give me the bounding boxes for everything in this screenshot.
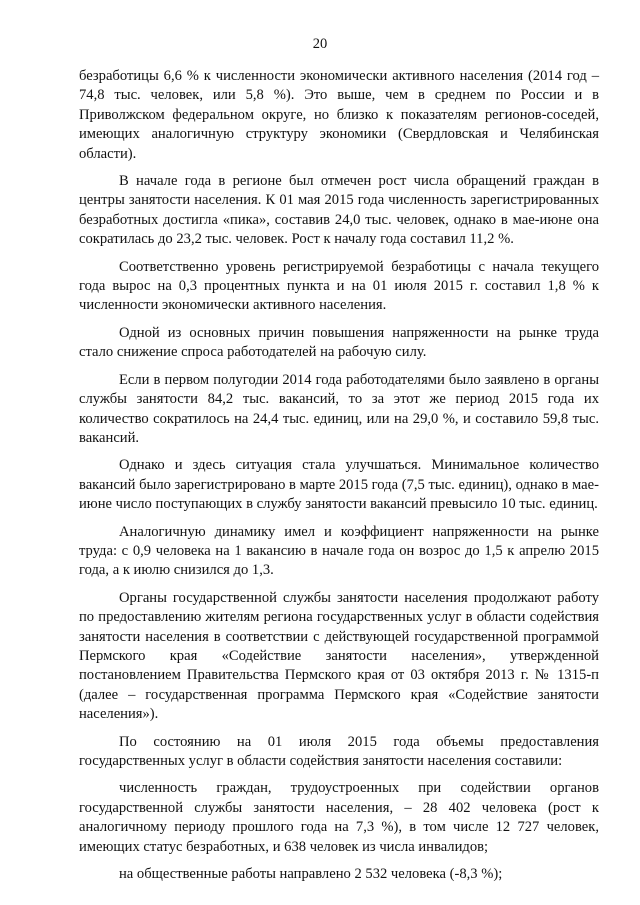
paragraph-registered-unemployed: В начале года в регионе был отмечен рост числа обращений граждан в центры занятости населения. К 01 мая 2015 года численность зарегистрированных безработных достигла «пика», составив 24,0 тыс. человек, однако в мае-июне она сократилась до 23,2 тыс. человек. Рост к началу года составил 11,2 %. [79, 173, 599, 248]
paragraph-vacancies-first-half: Если в первом полугодии 2014 года работодателями было заявлено в органы службы занятости 84,2 тыс. вакансий, то за этот же период 2015 года их количество сократилось на 24,4 тыс. единиц, или на 29,0 %, и составило 59,8 тыс. вакансий. [79, 371, 599, 446]
paragraph-employed-citizens: численность граждан, трудоустроенных при содействии органов государственной службы занятости населения, – 28 402 человека (рост к аналогичному периоду прошлого года на 7,3 %), в том числе 12 727 человек, имеющих статус безработных, и 638 человек из числа инвалидов; [79, 780, 599, 855]
paragraph-services-volume-intro: По состоянию на 01 июля 2015 года объемы предоставления государственных услуг в области содействия занятости населения составили: [79, 733, 599, 769]
document-body [79, 67, 599, 892]
paragraph-labor-demand-decline: Одной из основных причин повышения напряженности на рынке труда стало снижение спроса работодателей на рабочую силу. [79, 324, 599, 361]
paragraph-unemployment-rate: безработицы 6,6 % к численности экономически активного населения (2014 год – 74,8 тыс. человек, или 5,8 %). Это выше, чем в среднем по России и в Приволжском федеральном округе, но близко к показателям регионов-соседей, имеющих аналогичную структуру экономики (Свердловская и Челябинская области). [79, 68, 599, 162]
paragraph-tension-coefficient: Аналогичную динамику имел и коэффициент напряженности на рынке труда: с 0,9 человека на 1 вакансию в начале года он возрос до 1,5 к апрелю 2015 года, а к июлю снизился до 1,3. [79, 523, 599, 579]
paragraph-employment-services: Органы государственной службы занятости населения продолжают работу по предоставлению жителям региона государственных услуг в области содействия занятости населения в соответствии с действующей государственной программой Пермского края «Содействие занятости населения», утвержденной постановлением Правительства Пермского края от 03 октября 2013 г. № 1315-п (далее – государственная программа Пермского края «Содействие занятости населения»). [79, 589, 599, 723]
paragraph-registered-unemployment-level: Соответственно уровень регистрируемой безработицы с начала текущего года вырос на 0,3 процентных пункта и на 01 июля 2015 г. составил 1,8 % к численности экономически активного населения. [79, 258, 599, 314]
paragraph-vacancies-improvement: Однако и здесь ситуация стала улучшаться. Минимальное количество вакансий было зарегистрировано в марте 2015 года (7,5 тыс. единиц), однако в мае-июне число поступающих в службу занятости вакансий превысило 10 тыс. единиц. [79, 457, 599, 513]
paragraph-public-works: на общественные работы направлено 2 532 человека (-8,3 %); [119, 866, 503, 883]
page-number: 20 [312, 36, 328, 52]
